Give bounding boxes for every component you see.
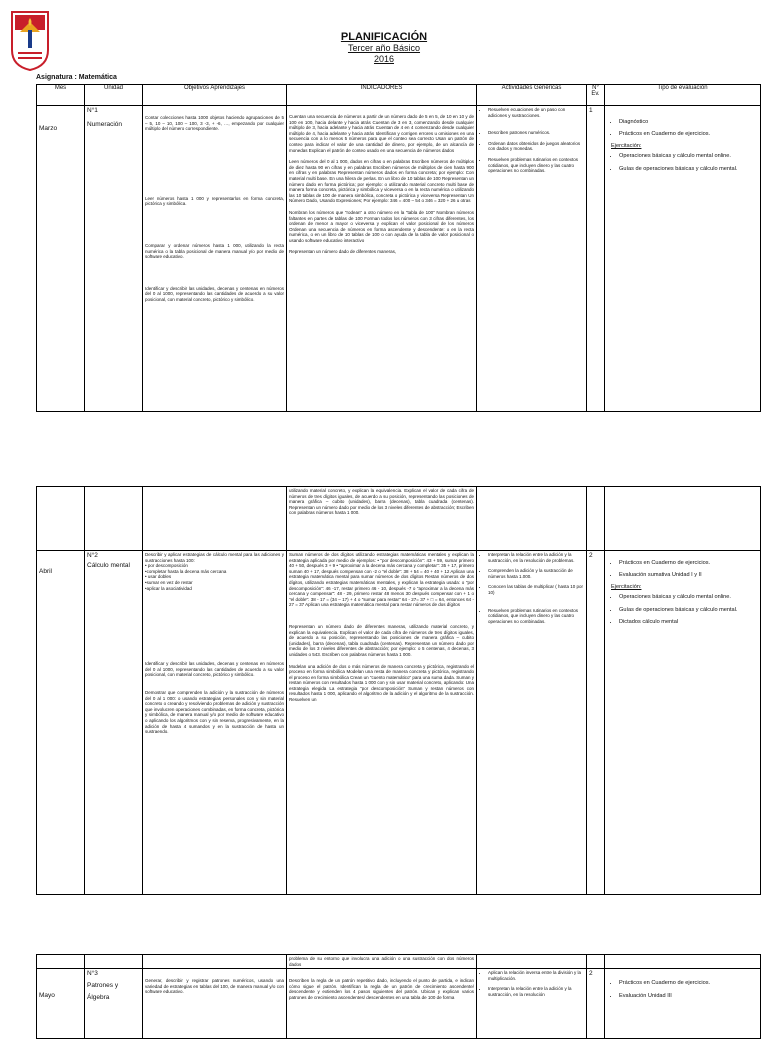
- indicator-text: Representan un número dado de diferentes maneras, utilizando material concreto, y explican la equivalencia. Explican el valor de cada cifra de números de tres dígitos iguales, de acuerdo a su posición, representando las posiciones de manera gráfica – cubito (unidades), barra (decenas), tabla cuadrada (centenas). Representan un número dado por medio de los 3 niveles diferentes de abstracción; por ejemplo: o 5 centenas, 4 decenas, 3 unidades o 543. Escriben con palabras números hasta 1 000.: [289, 623, 474, 657]
- unit-cell: [85, 551, 143, 895]
- indicators-cell: [287, 551, 477, 895]
- ev-number-cell: [587, 955, 605, 969]
- page-subtitle: Tercer año Básico: [347, 43, 421, 53]
- activities-cell: [477, 487, 587, 551]
- exercise-item: • Dictados cálculo mental: [619, 619, 758, 625]
- objective-text: Identificar y describir las unidades, decenas y centenas en números del 0 al 1000, representando las cantidades de acuerdo a su valor posicional, con material concreto, pictórico y simbólico.: [145, 661, 284, 678]
- objectives-cell: [143, 955, 287, 969]
- strategy-item: • por descomposición: [145, 563, 188, 569]
- table-row: [37, 551, 761, 895]
- unit-name: Patrones y: [87, 982, 119, 990]
- unit-name: Cálculo mental: [87, 562, 130, 569]
- table-row: [37, 969, 761, 1039]
- month-cell: [37, 955, 85, 969]
- col-header-ev-number: N° Ev.: [587, 85, 605, 106]
- strategy-item: •completar hasta la decena más cercana: [145, 568, 227, 574]
- planning-table-page-3: [36, 954, 761, 1039]
- evaluation-item: • Prácticos en Cuaderno de ejercicios.: [619, 560, 758, 566]
- activities-cell: [477, 955, 587, 969]
- evaluation-item: • Evaluación sumativa Unidad I y II: [619, 572, 758, 578]
- objective-text: Demostrar que comprenden la adición y la sustracción de números del 0 al 1 000: o usando estrategias personales con y sin material concreto o creando y resolviendo problemas de adición y sustracción que involucren operaciones combinadas, en forma concreta, pictórica y simbólica, de manera manual y/o por medio de software educativo o aplicando los algoritmos con y sin reserva, progresivamente, en la adición de hasta 4 sumandos y en la sustracción de hasta un sustraendo.: [145, 689, 284, 735]
- header-row: [37, 85, 761, 106]
- evaluation-item: • Diagnóstico: [619, 119, 758, 125]
- exercise-item: • Guías de operaciones básicas y cálculo mental.: [619, 166, 758, 172]
- indicator-text: Nombran los números que "rodean" a otro número en la "tabla de 100" Nombran números faltantes en partes de tablas de 100 Forman todos los números con 3 cifras diferentes, los ordenan de menor a mayor o viceversa y explican el valor posicional de los números Ordenan una secuencia de números en forma ascendente y descendente: o en la recta numérica, o en un libro de 10 tablas de 100 o con ayuda de la tabla de valor posicional o usando software educativo interactivo: [289, 209, 474, 243]
- unit-cell: [85, 955, 143, 969]
- col-header-activities: Actividades Genéricas: [477, 85, 587, 106]
- indicators-cell: [287, 969, 477, 1039]
- month-label: Marzo: [39, 125, 58, 132]
- objectives-cell: [143, 106, 287, 412]
- evaluation-item: • Prácticos en Cuaderno de ejercicios.: [619, 980, 758, 986]
- month-cell: [37, 487, 85, 551]
- indicator-text: Representan un número dado de diferentes maneras,: [289, 249, 397, 255]
- month-label: Mayo: [39, 992, 55, 1000]
- objective-text: Contar colecciones hasta 1000 objetos haciendo agrupaciones de 5 – 5, 10 – 10, 100 – 100, 3 -3, + -6, …, empezando por cualquier múltiplo del número correspondiente.: [145, 115, 284, 132]
- month-cell: [37, 106, 85, 412]
- objective-text: Identificar y describir las unidades, decenas y centenas en números del 0 al 1000, representando las cantidades de acuerdo a su valor posicional, con material concreto, pictórico y simbólico.: [145, 285, 284, 302]
- col-header-objectives: Objetivos Aprendizajes: [143, 85, 287, 106]
- unit-number: N°3: [87, 970, 98, 978]
- col-header-month: Mes: [37, 85, 85, 106]
- activity-item: • Resuelven ecuaciones de un paso con adiciones y sustracciones.: [488, 107, 584, 118]
- activities-cell: [477, 551, 587, 895]
- subject-label: Asignatura : Matemática: [36, 74, 117, 81]
- objective-text: Generar, describir y registrar patrones numéricos, usando una variedad de estrategias en tablas del 100, de manera manual y/o con software educativo.: [145, 978, 284, 995]
- indicator-text: Leen números del 0 al 1 000, dados en cifras o en palabras Escriben números de múltiplos de diez hasta 90 en cifras y en palabras Escriben números de múltiplos de cien hasta 900 en cifras y en palabras Representan números dados en forma concreta; por ejemplo: Con material multi base. En una hilera de perlas. En un libro de 10 tablas de 100 Representan un número dado en forma pictórica; por ejemplo: o utilizando material concreto multi base de manera forma concreta, pictórica y simbólica y viceversa o en la recta numérica o utilizando las 10 tablas de 100 de manera simbólica, concreta o pictórica y viceversa Representan Un Número Dado, Usando Expresiones; Por ejemplo: 346 = 400 – 54 o 346 = 320 + 26 u otras: [289, 159, 474, 204]
- activity-item: • Interpretan la relación entre la adición y la sustracción, en la resolución de problemas.: [488, 552, 584, 563]
- activity-item: • Conocen las tablas de multiplicar ( hasta 10 por 10): [488, 584, 584, 595]
- activity-item: • Resuelven problemas rutinarios en contextos cotidianos, que incluyen dinero y las cuatro operaciones no combinadas.: [488, 157, 584, 174]
- ev-number-cell: [587, 487, 605, 551]
- planning-table-page-2: [36, 486, 761, 895]
- strategy-item: •aplicar la asociatividad: [145, 585, 192, 591]
- strategy-item: • usar dobles: [145, 574, 172, 580]
- evaluation-cell: [605, 551, 761, 895]
- indicator-text: Cuentan una secuencia de números a partir de un número dado de 5 en 5, de 10 en 10 y de 100 en 100, hacia delante y hacia atrás Cuentan de 3 en 3, comenzando desde cualquier múltiplo de 3, hacia adelante y hacia atrás Cuentan de 4 en 4 comenzando desde cualquier múltiplo de 4, hacia adelante y hacia atrás Identifican y corrigen errores u omisiones en una secuencia con a lo menos 5 números para que el conteo sea correcto Usan un patrón de conteo para indicar el valor de una cantidad de dinero, por ejemplo, de un alcancía de monedas Explican el patrón de conteo usado en una secuencia de números dados: [289, 114, 474, 153]
- activity-item: • Ordenan datos obtenidos de juegos aleatorios con dados y monedas.: [488, 141, 584, 152]
- objectives-cell: [143, 487, 287, 551]
- objective-text: Describir y aplicar estrategias de cálculo mental para las adiciones y sustracciones hasta 100:: [145, 552, 284, 563]
- exercise-label: Ejercitación:: [611, 142, 642, 149]
- activity-item: • Describen patrones numéricos.: [488, 130, 584, 136]
- unit-cell: [85, 969, 143, 1039]
- unit-cell: [85, 487, 143, 551]
- page-year: 2016: [373, 54, 395, 64]
- month-cell: [37, 551, 85, 895]
- month-label: Abril: [39, 568, 53, 575]
- unit-cell: [85, 106, 143, 412]
- indicators-cell: [287, 106, 477, 412]
- exercise-item: • Operaciones básicas y cálculo mental online.: [619, 153, 758, 159]
- evaluation-cell: [605, 487, 761, 551]
- planning-table-page-1: [36, 84, 761, 412]
- indicator-text: Modelan una adición de dos o más números de manera concreta y pictórica, registrando el proceso en forma simbólica Modelan una resta de manera concreta y pictórica, registrando el proceso en forma simbólica Crean un "cuento matemático" para una suma dada. Suman y restan números con resultados hasta 1 000 con y sin usar material concreto, aplicando: Una estrategia elegida La estrategia "por descomposición" Suman y restan números con resultados hasta 1 000, aplicando el algoritmo de la adición y el algoritmo de la sustracción. Resuelven un: [289, 663, 474, 703]
- evaluation-item: • Prácticos en Cuaderno de ejercicios.: [619, 131, 758, 137]
- strategy-item: •sumar en vez de restar: [145, 579, 193, 585]
- exercise-item: • Operaciones básicas y cálculo mental online.: [619, 594, 758, 600]
- table-row: [37, 106, 761, 412]
- table-row: [37, 955, 761, 969]
- col-header-evaluation-type: Tipo de evaluación: [605, 85, 761, 106]
- activity-item: • Comprenden la adición y la sustracción de números hasta 1.000.: [488, 568, 584, 579]
- exercise-label: Ejercitación:: [611, 583, 642, 590]
- evaluation-item: • Evaluación Unidad III: [619, 993, 758, 999]
- unit-name: Álgebra: [87, 994, 110, 1002]
- objectives-cell: [143, 969, 287, 1039]
- unit-name: Numeración: [87, 121, 123, 128]
- activity-item: • Resuelven problemas rutinarios en contextos cotidianos, que incluyen dinero y las cuatro operaciones no combinadas.: [488, 608, 584, 625]
- evaluation-cell: [605, 106, 761, 412]
- activity-item: • Interpretan la relación entre la adición y la sustracción, en la resolución: [488, 986, 584, 997]
- indicators-cell: problema de su entorno que involucra una adición o una sustracción con dos números dados: [287, 955, 477, 969]
- ev-number-cell: 1: [587, 106, 605, 412]
- indicator-text: Describen la regla de un patrón repetitivo dado, incluyendo el punto de partida, e indican cómo sigue el patrón. Identifican la regla de un patrón de crecimiento ascendente/ descendente y extienden los 4 pasos siguientes del patrón. Ubican y explican varios patrones de crecimiento ascendentes/ descendentes en una tabla de 100 de forma: [289, 978, 474, 1000]
- month-cell: [37, 969, 85, 1039]
- objectives-cell: [143, 551, 287, 895]
- col-header-unit: Unidad: [85, 85, 143, 106]
- col-header-indicators: INDICADORES: [287, 85, 477, 106]
- activities-cell: [477, 969, 587, 1039]
- page-title: PLANIFICACIÓN: [340, 31, 428, 43]
- unit-number: N°1: [87, 107, 98, 114]
- exercise-item: • Guías de operaciones básicas y cálculo mental.: [619, 607, 758, 613]
- indicator-text: Suman números de dos dígitos utilizando estrategias matemáticas mentales y explican la estrategia aplicada por medio de ejemplos: • "por descomposición": 43 + 59, sumar primero 40 + 50, después 3 + 9 • "aproximar a la decena más cercana y completar": 35 + 17, primero suman 40 + 17, después compensan con -2 o "el doble": 38 + 54 = 40 + 40 + 12 Aplican una estrategia matemática mental para sumar números de dos dígitos Restan números de dos dígitos, utilizando estrategias matemáticas mentales, y explican la estrategia usada: o "por descomposición": 46 -17, restar primero 46 - 10, después -7 o "aproximar a la decena más cercana y compensar": 48 - 29, primero restar 48 menos 30 después compensar con + 1 o "el doble": 38 - 17 = (34 – 17) + 4 o "sumar para restar" 64 - 27= 37 + □ = 64, entonces 64 - 27 = 37 Aplican una estrategia matemática mental para restar números de dos dígitos: [289, 552, 474, 608]
- table-row: [37, 487, 761, 551]
- objective-text: Leer números hasta 1 000 y representarlos en forma concreta, pictórica y simbólica.: [145, 195, 284, 207]
- unit-number: N°2: [87, 552, 98, 559]
- activity-item: • Aplican la relación inversa entre la división y la multiplicación.: [488, 970, 584, 981]
- evaluation-cell: [605, 955, 761, 969]
- ev-number-cell: 2: [587, 969, 605, 1039]
- indicators-cell: utilizando material concreto, y explican la equivalencia. Explican el valor de cada cifra de números de tres dígitos iguales, de acuerdo a su posición, representando las posiciones de manera gráfica – cubito (unidades), barra (decenas), tabla cuadrada (centenas). Representan un número dado por medio de los 3 niveles diferentes de abstracción; Escriben con palabras números hasta 1 000.: [287, 487, 477, 551]
- evaluation-cell: [605, 969, 761, 1039]
- ev-number-cell: 2: [587, 551, 605, 895]
- activities-cell: [477, 106, 587, 412]
- objective-text: Comparar y ordenar números hasta 1 000, utilizando la recta numérica o la tabla posicional de manera manual y/o por medio de software educativo.: [145, 242, 284, 260]
